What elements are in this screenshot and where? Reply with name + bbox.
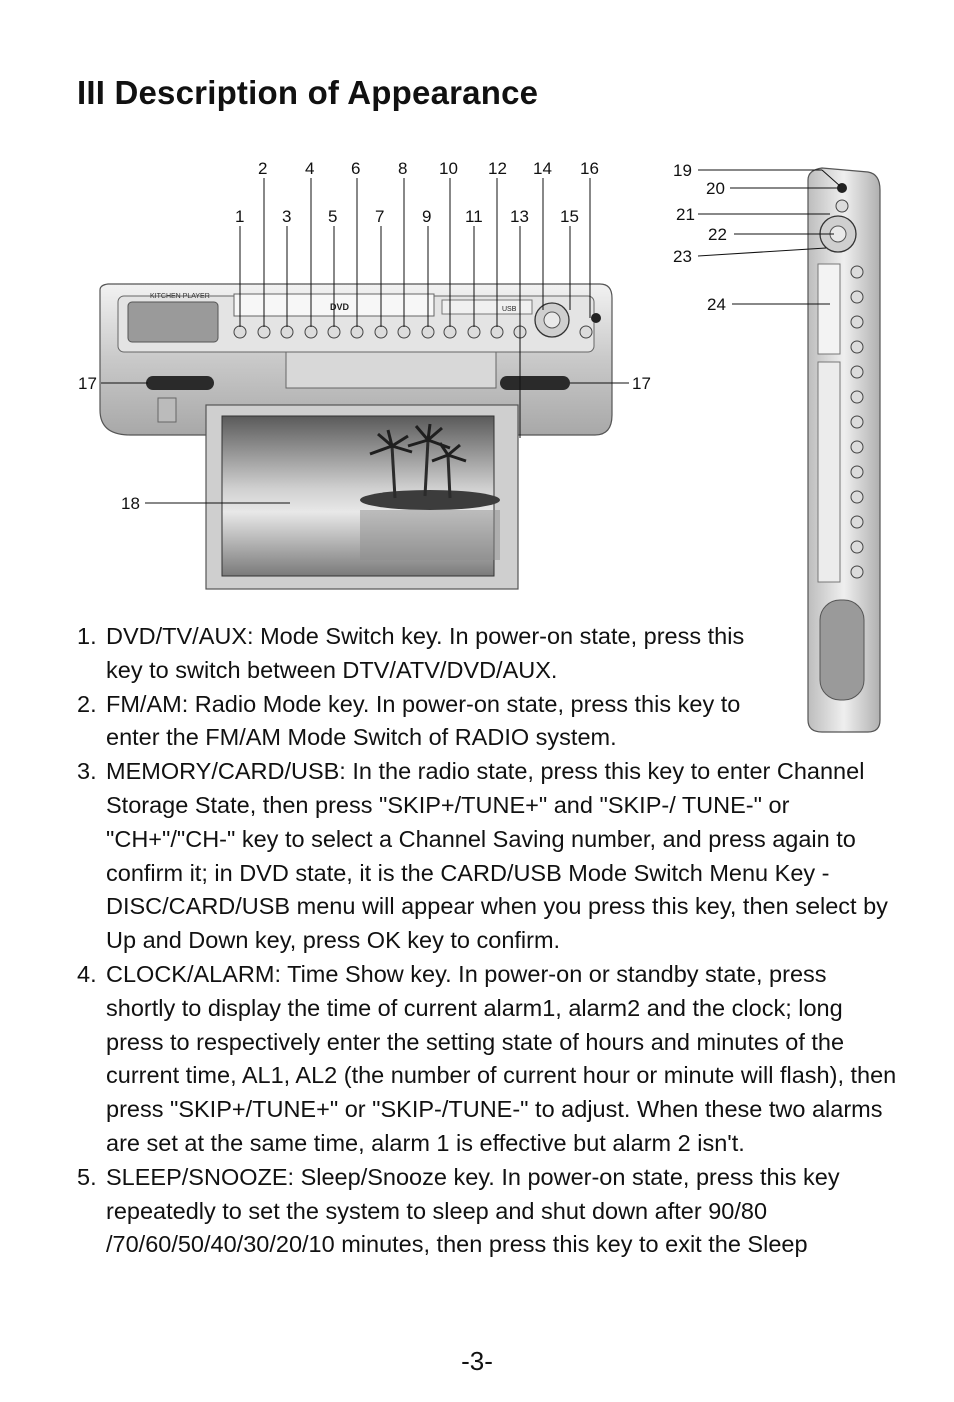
item-number: 5. — [77, 1163, 97, 1190]
callout-numbers-top — [258, 159, 599, 178]
list-item — [77, 755, 897, 958]
callout-6: 6 — [351, 159, 361, 178]
callout-2: 2 — [258, 159, 268, 178]
section-heading: III Description of Appearance — [77, 74, 539, 111]
callout-14: 14 — [533, 159, 552, 178]
item-text: SLEEP/SNOOZE: Sleep/Snooze key. In power-on state, press this key repeatedly to set the system to sleep and shut down after 90/80 /70/60/50/40/30/20/10 minutes, then press this key to exit the Sleep — [106, 1163, 840, 1258]
callout-24: 24 — [707, 295, 726, 314]
page-number: -3- — [461, 1346, 493, 1376]
callout-16: 16 — [580, 159, 599, 178]
device-dvd-logo: DVD — [330, 302, 350, 312]
callout-18: 18 — [121, 494, 140, 513]
callout-17-right: 17 — [632, 374, 651, 393]
front-view-device — [100, 284, 612, 589]
list-item — [77, 958, 897, 1161]
item-number: 2. — [77, 690, 97, 717]
callout-5: 5 — [328, 207, 338, 226]
callout-15: 15 — [560, 207, 579, 226]
callout-9: 9 — [422, 207, 432, 226]
device-usb-label: USB — [502, 306, 517, 313]
item-text: MEMORY/CARD/USB: In the radio state, press this key to enter Channel Storage State, then press "SKIP+/TUNE+" and "SKIP-/ TUNE-" or "CH+"/"CH-" key to select a Channel Saving number, and press again to confirm it; in DVD state, it is the CARD/USB Mode Switch Menu Key - DISC/CARD/USB menu will appear when you press this key, then select by Up and Down key, press OK key to confirm. — [106, 758, 888, 954]
callout-12: 12 — [488, 159, 507, 178]
item-number: 4. — [77, 960, 97, 987]
callout-numbers-bottom — [235, 207, 579, 226]
list-item — [77, 1161, 897, 1262]
item-text: CLOCK/ALARM: Time Show key. In power-on or standby state, press shortly to display the time of current alarm1, alarm2 and the clock; long press to respectively enter the setting state of hours and minutes of the current time, AL1, AL2 (the number of current hour or minute will flash), then press "SKIP+/TUNE+" or "SKIP-/TUNE-" to adjust. When these two alarms are set at the same time, alarm 1 is effective but alarm 2 isn't. — [106, 960, 897, 1156]
list-item — [77, 620, 786, 688]
device-brand-label: KITCHEN PLAYER — [150, 293, 210, 300]
callout-7: 7 — [375, 207, 385, 226]
callout-8: 8 — [398, 159, 408, 178]
callout-23: 23 — [673, 247, 692, 266]
callout-20: 20 — [706, 179, 725, 198]
callout-10: 10 — [439, 159, 458, 178]
callout-22: 22 — [708, 225, 727, 244]
callout-3: 3 — [282, 207, 292, 226]
callout-19: 19 — [673, 161, 692, 180]
item-number: 1. — [77, 623, 97, 649]
callout-11: 11 — [465, 207, 483, 226]
callout-1: 1 — [235, 207, 245, 226]
callout-21: 21 — [676, 205, 695, 224]
callout-numbers-side — [673, 161, 727, 314]
item-text: FM/AM: Radio Mode key. In power-on state, press this key to enter the FM/AM Mode Switch of RADIO system. — [106, 690, 741, 751]
callout-13: 13 — [510, 207, 529, 226]
callout-4: 4 — [305, 159, 315, 178]
list-item — [77, 688, 786, 756]
callout-17-left: 17 — [78, 374, 97, 393]
item-text: DVD/TV/AUX: Mode Switch key. In power-on state, press this key to switch between DTV/ATV/DVD/AUX. — [106, 623, 745, 683]
item-number: 3. — [77, 758, 97, 785]
key-description-list — [77, 620, 897, 1262]
